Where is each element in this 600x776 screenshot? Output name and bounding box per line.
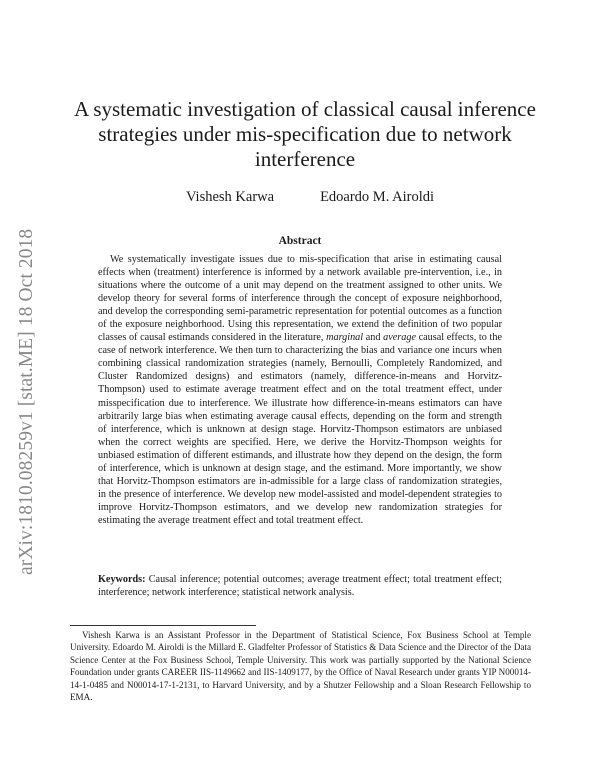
keywords: [98, 573, 502, 599]
keywords-label: Keywords:: [98, 574, 146, 585]
author-name: Edoardo M. Airoldi: [320, 189, 435, 205]
keywords-text: Causal inference; potential outcomes; average treatment effect; total treatment effect; interference; network interference; statistical network analysis.: [98, 574, 502, 599]
abstract-text: causal effects, to the case of network interference. We then turn to characterizing the bias and variance one incurs when combining classical randomization strategies (namely, Bernoulli, Completely Randomized, and Cluster Randomized designs) and estimators (namely, difference-in-means and Horvitz-Thompson) used to estimate average treatment effect and on the total treatment effect, under misspecification due to interference. We illustrate how difference-in-means estimators can have arbitrarily large bias when estimating average causal effects, depending on the form and strength of interference, which is unknown at design stage. Horvitz-Thompson estimators are unbiased when the correct weights are specified. Here, we derive the Horvitz-Thompson weights for unbiased estimation of different estimands, and illustrate how they depend on the design, the form of interference, which is unknown at design stage, and the estimand. More importantly, we show that Horvitz-Thompson estimators are in-admissible for a large class of randomization strategies, in the presence of interference. We develop new model-assisted and model-dependent strategies to improve Horvitz-Thompson estimators, and we develop new randomization strategies for estimating the average treatment effect and total treatment effect.: [98, 332, 502, 526]
abstract-text: and: [363, 332, 384, 344]
author-list: [150, 189, 470, 206]
footnote-rule: [70, 625, 256, 626]
author-name: Vishesh Karwa: [185, 189, 275, 205]
emphasis-marginal: marginal: [326, 332, 364, 344]
abstract-body: [98, 253, 502, 527]
abstract-heading: Abstract: [278, 235, 322, 247]
paper-title: A systematic investigation of classical causal inference strategies under mis-specification due to network interference: [74, 97, 536, 171]
emphasis-average: average: [383, 332, 416, 344]
arxiv-identifier: arXiv:1810.08259v1 [stat.ME] 18 Oct 2018: [16, 228, 37, 575]
author-footnote: Vishesh Karwa is an Assistant Professor in the Department of Statistical Science, Fox Business School at Temple University. Edoardo M. Airoldi is the Millard E. Gladfelter Professor of Statistics & Data Science and the Director of the Data Science Center at the Fox Business School, Temple University. This work was partially supported by the National Science Foundation under grants CAREER IIS-1149662 and IIS-1409177, by the Office of Naval Research under grants YIP N00014-14-1-0485 and N00014-17-1-2131, to Harvard University, and by a Shutzer Fellowship and a Sloan Research Fellowship to EMA.: [70, 630, 531, 703]
abstract-text: We systematically investigate issues due to mis-specification that arise in estimating causal effects when (treatment) interference is informed by a network available pre-intervention, i.e., in situations where the outcome of a unit may depend on the treatment assigned to other units. We develop theory for several forms of interference through the concept of exposure neighborhood, and develop the corresponding semi-parametric representation for potential outcomes as a function of the exposure neighborhood. Using this representation, we extend the definition of two popular classes of causal estimands considered in the literature,: [98, 254, 502, 344]
